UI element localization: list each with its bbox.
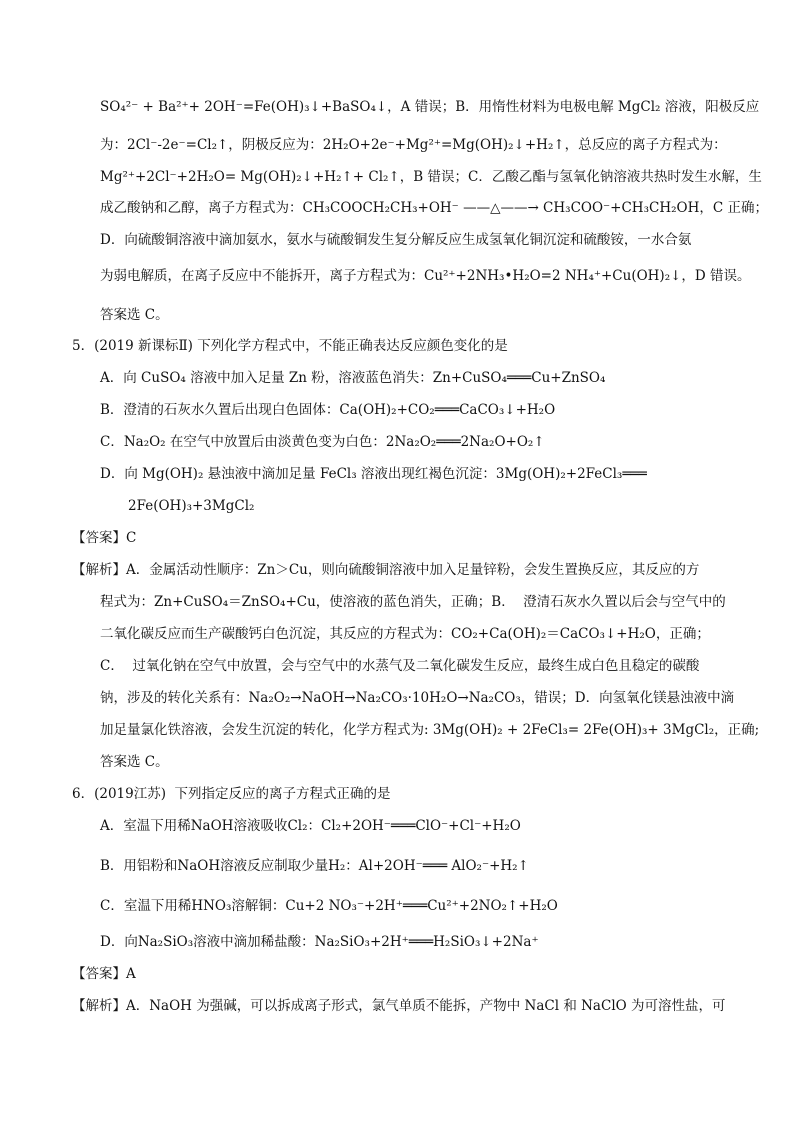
text-line: 为弱电解质，在离子反应中不能拆开，离子方程式为：Cu²⁺+2NH₃•H₂O=2 NH₄⁺+Cu(OH)₂↓，D 错误。 [100, 268, 751, 284]
text-line: C． 过氧化钠在空气中放置，会与空气中的水蒸气及二氧化碳发生反应，最终生成白色且稳定的碳酸 [100, 658, 700, 674]
text-line: 成乙酸钠和乙醇，离子方程式为：CH₃COOCH₂CH₃+OH⁻ ——△——→ CH₃COO⁻+CH₃CH₂OH，C 正确； [100, 200, 768, 216]
text-line: 加足量氯化铁溶液，会发生沉淀的转化，化学方程式为: 3Mg(OH)₂ + 2FeCl₃= 2Fe(OH)₃+ 3MgCl₂，正确; [100, 722, 760, 738]
text-line: B．澄清的石灰水久置后出现白色固体：Ca(OH)₂+CO₂═══CaCO₃↓+H₂O [100, 402, 556, 418]
text-line: 为：2Cl⁻-2e⁻=Cl₂↑，阴极反应为：2H₂O+2e⁻+Mg²⁺=Mg(OH)₂↓+H₂↑，总反应的离子方程式为： [100, 137, 727, 153]
text-line: 【解析】A．金属活动性顺序：Zn＞Cu，则向硫酸铜溶液中加入足量锌粉，会发生置换反应，其反应的方 [72, 562, 700, 578]
text-line: D．向硫酸铜溶液中滴加氨水，氨水与硫酸铜发生复分解反应生成氢氧化铜沉淀和硫酸铵，一水合氨 [100, 232, 692, 248]
text-line: A．室温下用稀NaOH溶液吸收Cl₂：Cl₂+2OH⁻═══ClO⁻+Cl⁻+H₂O [100, 818, 521, 834]
text-line: C．Na₂O₂ 在空气中放置后由淡黄色变为白色：2Na₂O₂═══2Na₂O+O₂↑ [100, 434, 545, 450]
text-line: B．用铝粉和NaOH溶液反应制取少量H₂：Al+2OH⁻═══ AlO₂⁻+H₂↑ [100, 858, 529, 874]
text-line: 【解析】A．NaOH 为强碱，可以拆成离子形式，氯气单质不能拆，产物中 NaCl 和 NaClO 为可溶性盐，可 [72, 998, 726, 1014]
text-line: 5．(2019 新课标Ⅱ) 下列化学方程式中，不能正确表达反应颜色变化的是 [72, 338, 508, 354]
text-line: 【答案】A [72, 966, 136, 982]
text-line: 二氧化碳反应而生产碳酸钙白色沉淀，其反应的方程式为：CO₂+Ca(OH)₂＝CaCO₃↓+H₂O，正确； [100, 626, 710, 642]
text-line: SO₄²⁻ + Ba²⁺+ 2OH⁻=Fe(OH)₃↓+BaSO₄↓，A 错误；B．用惰性材料为电极电解 MgCl₂ 溶液，阳极反应 [100, 99, 760, 115]
text-line: 【答案】C [72, 530, 137, 546]
text-line: 答案选 C。 [100, 307, 169, 323]
text-line: 6．(2019江苏) 下列指定反应的离子方程式正确的是 [72, 786, 391, 802]
text-line: C．室温下用稀HNO₃溶解铜：Cu+2 NO₃⁻+2H⁺═══Cu²⁺+2NO₂↑+H₂O [100, 898, 558, 914]
text-line: 钠，涉及的转化关系有：Na₂O₂→NaOH→Na₂CO₃·10H₂O→Na₂CO₃，错误；D．向氢氧化镁悬浊液中滴 [100, 690, 735, 706]
text-line: D．向 Mg(OH)₂ 悬浊液中滴加足量 FeCl₃ 溶液出现红褐色沉淀：3Mg(OH)₂+2FeCl₃═══ [100, 466, 647, 482]
text-line: 答案选 C。 [100, 754, 169, 770]
text-line: A．向 CuSO₄ 溶液中加入足量 Zn 粉，溶液蓝色消失：Zn+CuSO₄═══Cu+ZnSO₄ [100, 370, 606, 386]
text-line: 2Fe(OH)₃+3MgCl₂ [128, 498, 255, 514]
text-line: Mg²⁺+2Cl⁻+2H₂O= Mg(OH)₂↓+H₂↑+ Cl₂↑，B 错误；C．乙酸乙酯与氢氧化钠溶液共热时发生水解，生 [100, 169, 762, 185]
text-line: 程式为：Zn+CuSO₄＝ZnSO₄+Cu，使溶液的蓝色消失，正确；B． 澄清石灰水久置以后会与空气中的 [100, 594, 726, 610]
text-line: D．向Na₂SiO₃溶液中滴加稀盐酸：Na₂SiO₃+2H⁺═══H₂SiO₃↓+2Na⁺ [100, 934, 539, 950]
